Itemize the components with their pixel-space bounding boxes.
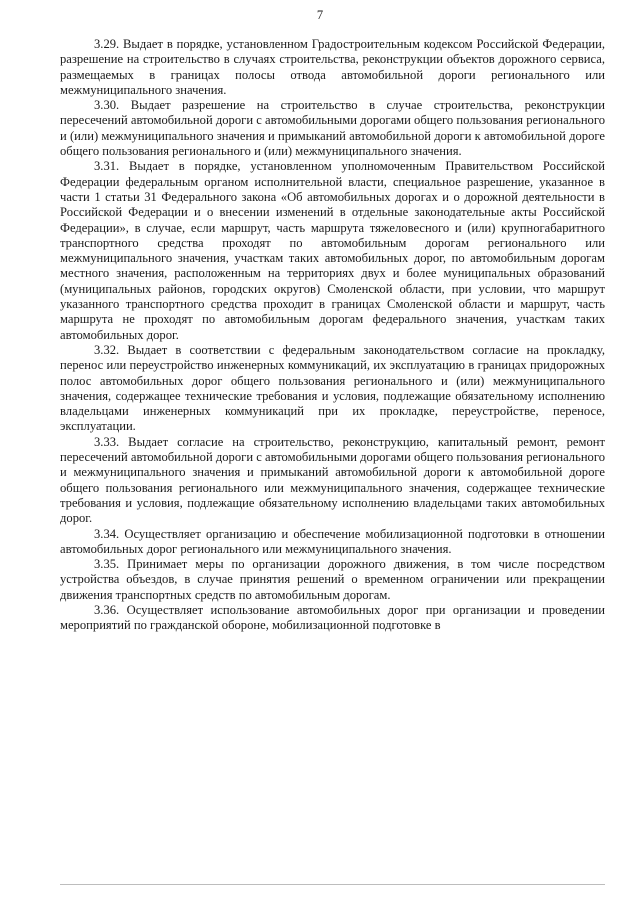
page-number: 7 [316,8,324,22]
paragraph-3-31: 3.31. Выдает в порядке, установленном уполномоченным Правительством Российской Федерации федеральным органом исполнительной власти, специальное разрешение, указанное в части 1 статьи 31 Федерального закона «Об автомобильных дорогах и о дорожной деятельности в Российской Федерации и о внесении изменений в отдельные законодательные акты Российской Федерации», в случае, если маршрут, часть маршрута тяжеловесного и (или) крупногабаритного транспортного средства проходят по автомобильным дорогам регионального или межмуниципального значения, участкам таких автомобильных дорог, по автомобильным дорогам местного значения, расположенным на территориях двух и более муниципальных образований (муниципальных районов, городских округов) Смоленской области, при условии, что маршрут указанного транспортного средства проходит в границах Смоленской области и маршрут, часть маршрута не проходят по автомобильным дорогам федерального значения, участкам таких автомобильных дорог. [60,159,605,342]
paragraph-3-34: 3.34. Осуществляет организацию и обеспечение мобилизационной подготовки в отношении автомобильных дорог регионального или межмуниципального значения. [60,526,605,556]
paragraph-3-30: 3.30. Выдает разрешение на строительство в случае строительства, реконструкции пересечений автомобильной дороги с автомобильными дорогами общего пользования регионального и (или) межмуниципального значения и примыканий автомобильной дороги к автомобильной дороге общего пользования регионального и (или) межмуниципального значения. [60,98,605,159]
paragraph-3-33: 3.33. Выдает согласие на строительство, реконструкцию, капитальный ремонт, ремонт пересечений автомобильной дороги с автомобильными дорогами общего пользования регионального и межмуниципального значения и примыканий автомобильной дороги к автомобильной дороге общего пользования регионального или межмуниципального значения, содержащее технические требования и условия, подлежащие обязательному исполнению владельцами таких автомобильных дорог. [60,434,605,526]
paragraph-3-35: 3.35. Принимает меры по организации дорожного движения, в том числе посредством устройства объездов, в случае принятия решений о временном ограничении или прекращении движения транспортных средств по автомобильным дорогам. [60,557,605,602]
paragraph-3-36: 3.36. Осуществляет использование автомобильных дорог при организации и проведении мероприятий по гражданской обороне, мобилизационной подготовке в [60,602,605,633]
document-body [60,37,605,634]
paragraph-3-32: 3.32. Выдает в соответствии с федеральным законодательством согласие на прокладку, перенос или переустройство инженерных коммуникаций, их эксплуатацию в границах придорожных полос автомобильных дорог общего пользования регионального и (или) межмуниципального значения, содержащее технические требования и условия, подлежащие обязательному исполнению владельцами инженерных коммуникаций при их прокладке, переустройстве, переносе, эксплуатации. [60,342,605,434]
paragraph-3-29: 3.29. Выдает в порядке, установленном Градостроительным кодексом Российской Федерации, разрешение на строительство в случаях строительства, реконструкции объектов дорожного сервиса, размещаемых в границах полосы отвода автомобильной дороги регионального или межмуниципального значения. [60,37,605,97]
footer-divider [60,884,605,885]
